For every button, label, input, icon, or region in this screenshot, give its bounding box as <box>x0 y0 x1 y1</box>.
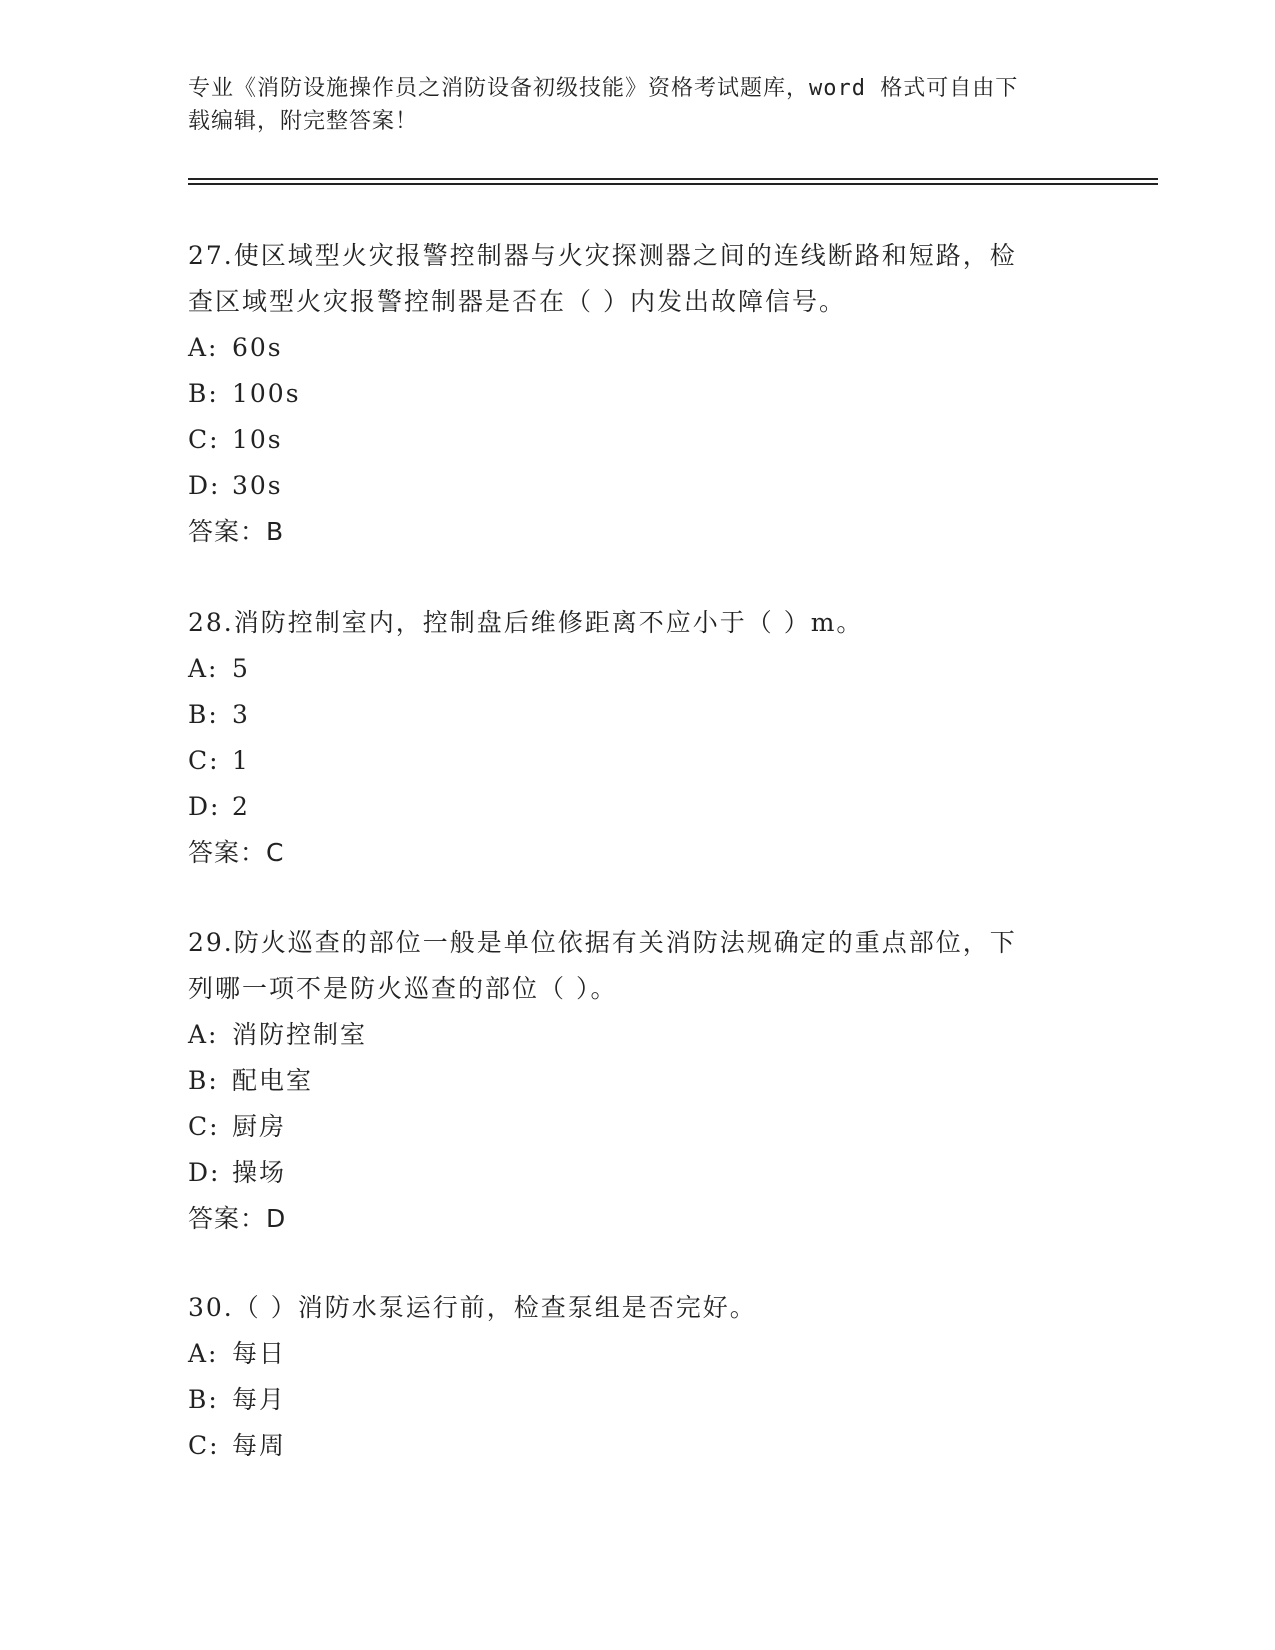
question-29 <box>188 920 1088 1242</box>
option-label: B: <box>188 1066 219 1095</box>
option-d <box>188 1150 1088 1196</box>
option-text: 厨房 <box>232 1112 287 1141</box>
option-text: 5 <box>232 654 250 683</box>
option-label: C: <box>188 425 220 454</box>
option-label: A: <box>188 333 219 362</box>
option-text: 10s <box>232 425 283 454</box>
option-c <box>188 1104 1088 1150</box>
option-b <box>188 1058 1088 1104</box>
option-d <box>188 784 1088 830</box>
option-text: 消防控制室 <box>232 1020 368 1049</box>
option-text: 2 <box>232 792 250 821</box>
option-text: 配电室 <box>232 1066 314 1095</box>
option-label: C: <box>188 1112 220 1141</box>
option-label: C: <box>188 1431 220 1460</box>
option-a <box>188 325 1088 371</box>
header-line-2: 载编辑，附完整答案！ <box>188 109 419 134</box>
option-text: 每日 <box>232 1339 287 1368</box>
option-text: 每周 <box>232 1431 287 1460</box>
option-b <box>188 371 1088 417</box>
option-label: D: <box>188 1158 221 1187</box>
answer-line: 答案：D <box>188 1204 287 1233</box>
option-a <box>188 1331 1088 1377</box>
document-header <box>188 72 1068 138</box>
option-label: D: <box>188 792 221 821</box>
question-stem-line: 28.消防控制室内，控制盘后维修距离不应小于（ ）m。 <box>188 608 864 637</box>
option-c <box>188 417 1088 463</box>
option-c <box>188 738 1088 784</box>
question-stem-line: 27.使区域型火灾报警控制器与火灾探测器之间的连线断路和短路，检 <box>188 241 1017 270</box>
answer-line: 答案：B <box>188 517 285 546</box>
header-line-1: 专业《消防设施操作员之消防设备初级技能》资格考试题库，word 格式可自由下 <box>188 76 1019 101</box>
option-text: 100s <box>232 379 301 408</box>
option-text: 1 <box>232 746 250 775</box>
option-label: C: <box>188 746 220 775</box>
option-text: 每月 <box>232 1385 287 1414</box>
option-text: 30s <box>232 471 283 500</box>
option-text: 3 <box>232 700 250 729</box>
option-label: A: <box>188 1020 219 1049</box>
question-stem-line: 列哪一项不是防火巡查的部位（ ）。 <box>188 974 618 1003</box>
question-stem-line: 30.（ ）消防水泵运行前，检查泵组是否完好。 <box>188 1293 757 1322</box>
option-text: 操场 <box>232 1158 287 1187</box>
option-label: B: <box>188 1385 219 1414</box>
question-stem-line: 29.防火巡查的部位一般是单位依据有关消防法规确定的重点部位，下 <box>188 928 1017 957</box>
question-30 <box>188 1285 1088 1469</box>
option-label: D: <box>188 471 221 500</box>
option-label: A: <box>188 654 219 683</box>
option-a <box>188 646 1088 692</box>
option-b <box>188 692 1088 738</box>
header-divider-bottom <box>188 183 1158 185</box>
option-c <box>188 1423 1088 1469</box>
answer-line: 答案：C <box>188 838 285 867</box>
option-label: A: <box>188 1339 219 1368</box>
option-a <box>188 1012 1088 1058</box>
option-d <box>188 463 1088 509</box>
option-text: 60s <box>232 333 283 362</box>
header-divider-top <box>188 178 1158 180</box>
question-28 <box>188 600 1088 876</box>
option-label: B: <box>188 700 219 729</box>
question-stem-line: 查区域型火灾报警控制器是否在（ ）内发出故障信号。 <box>188 287 846 316</box>
option-label: B: <box>188 379 219 408</box>
option-b <box>188 1377 1088 1423</box>
question-27 <box>188 233 1088 555</box>
